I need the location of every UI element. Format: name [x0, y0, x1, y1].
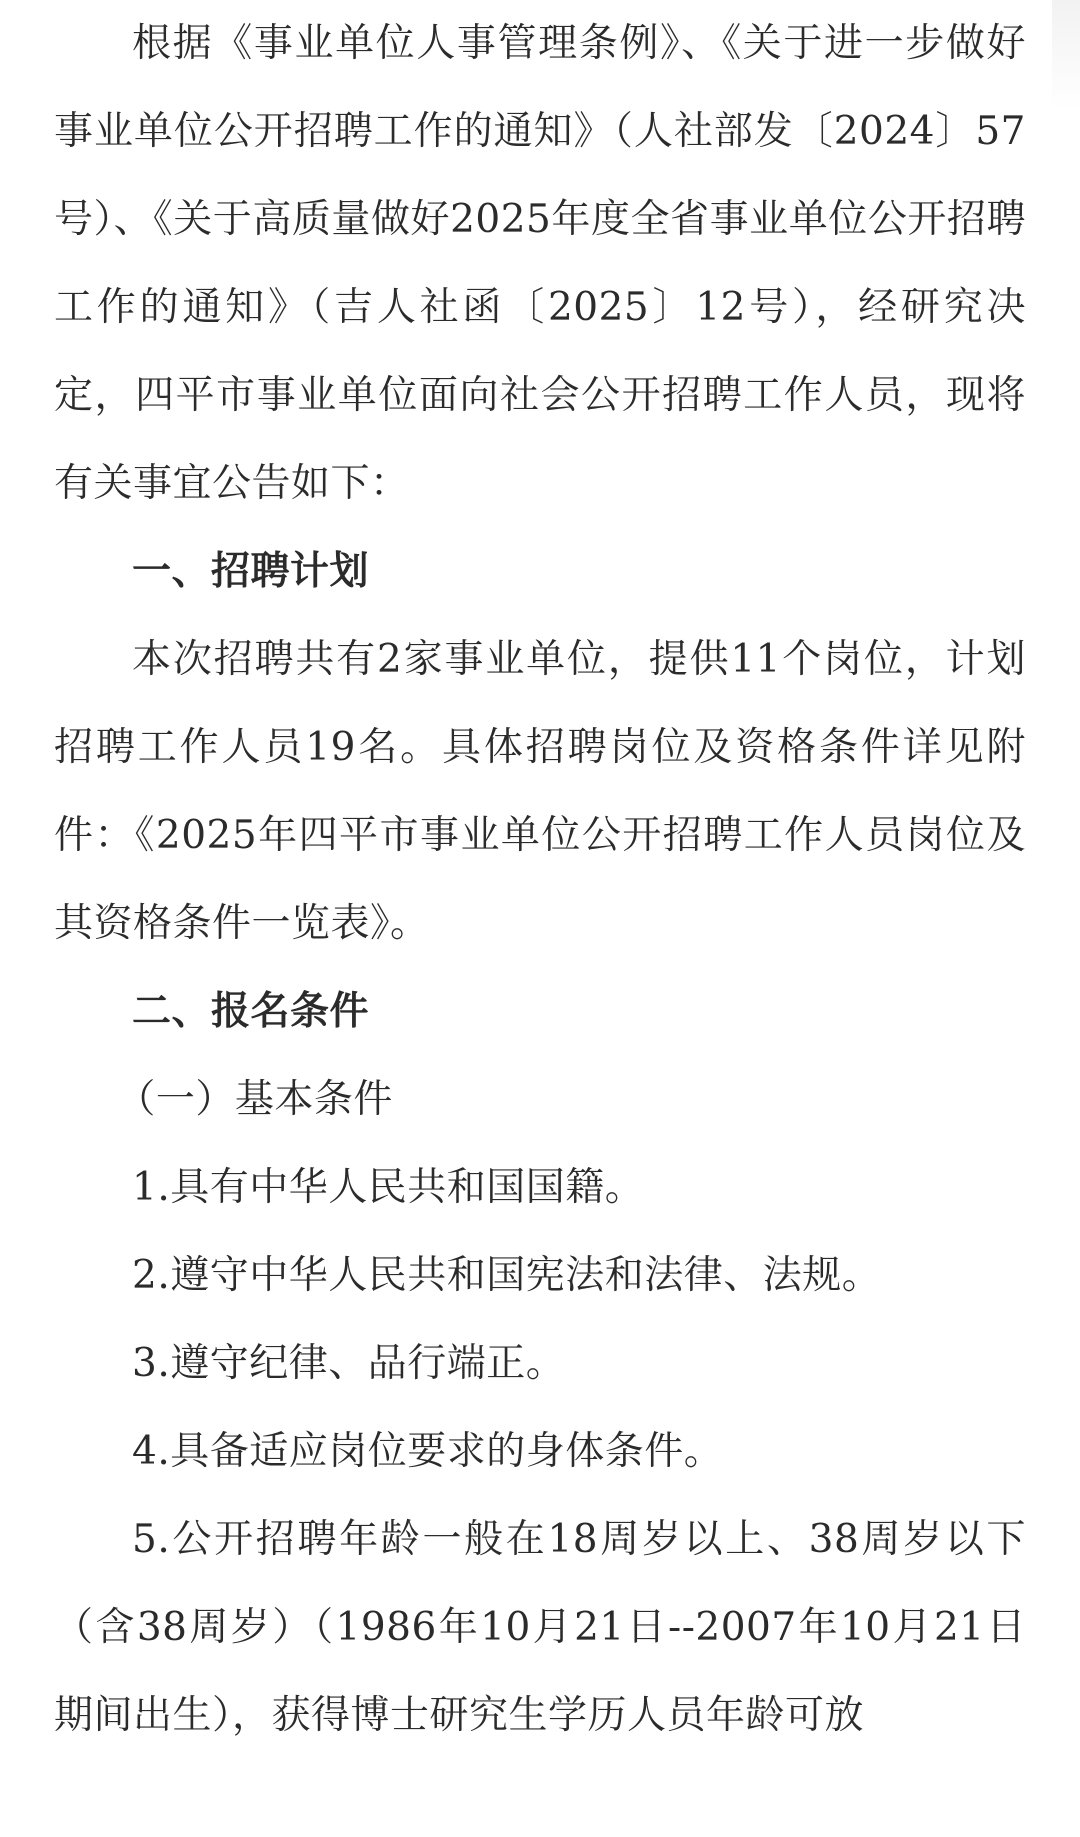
- scroll-fade: [0, 1781, 1080, 1837]
- section-heading-eligibility: 二、报名条件: [132, 989, 370, 1034]
- page-edge-shadow: [1052, 0, 1080, 110]
- section-heading-recruitment-plan: 一、招聘计划: [132, 549, 370, 594]
- condition-item: 2.遵守中华人民共和国宪法和法律、法规。: [132, 1253, 882, 1298]
- condition-item: 5.公开招聘年龄一般在18周岁以上、38周岁以下（含38周岁）（1986年10月21日--2007年10月21日期间出生），获得博士研究生学历人员年龄可放: [54, 1517, 1026, 1738]
- subheading-basic-conditions: （一）基本条件: [116, 1077, 393, 1122]
- condition-item: 3.遵守纪律、品行端正。: [132, 1341, 566, 1386]
- article-body: [54, 0, 1026, 1760]
- condition-item: 1.具有中华人民共和国国籍。: [132, 1165, 645, 1210]
- intro-paragraph: 根据《事业单位人事管理条例》、《关于进一步做好事业单位公开招聘工作的通知》（人社部发〔2024〕57号）、《关于高质量做好2025年度全省事业单位公开招聘工作的通知》（吉人社函〔2025〕12号），经研究决定，四平市事业单位面向社会公开招聘工作人员，现将有关事宜公告如下：: [54, 21, 1026, 506]
- recruitment-plan-paragraph: 本次招聘共有2家事业单位，提供11个岗位，计划招聘工作人员19名。具体招聘岗位及资格条件详见附件：《2025年四平市事业单位公开招聘工作人员岗位及其资格条件一览表》。: [54, 637, 1026, 946]
- condition-item: 4.具备适应岗位要求的身体条件。: [132, 1429, 724, 1474]
